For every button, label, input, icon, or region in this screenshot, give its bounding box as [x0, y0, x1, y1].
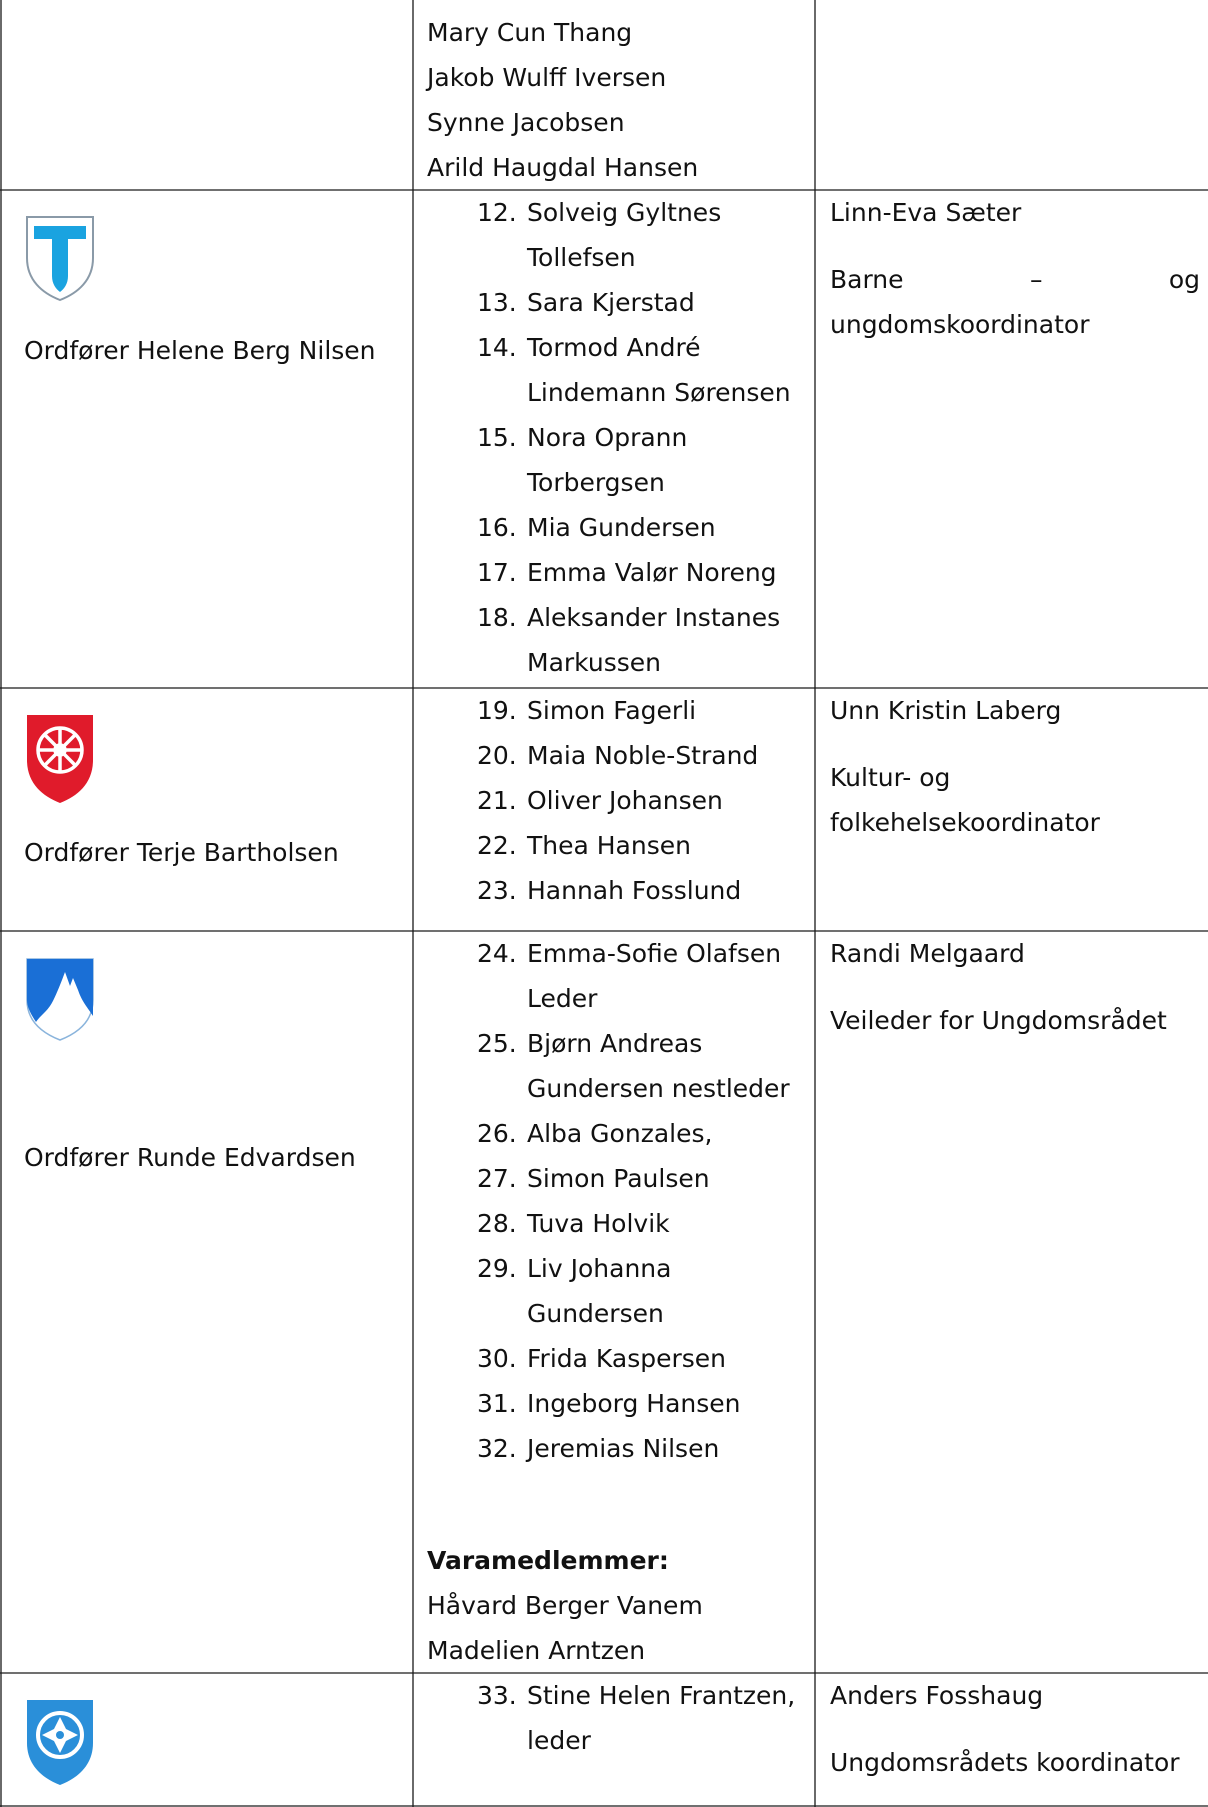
contact-role: Ungdomsrådets koordinator — [830, 1748, 1180, 1777]
contact-role — [830, 257, 1200, 347]
contact-name: Unn Kristin Laberg — [830, 696, 1062, 725]
list-item: 16. Mia Gundersen — [477, 513, 716, 542]
list-item: Gundersen — [527, 1299, 664, 1328]
list-item: Gundersen nestleder — [527, 1074, 790, 1103]
list-item: 23. Hannah Fosslund — [477, 876, 742, 905]
contact-role: Veileder for Ungdomsrådet — [830, 1006, 1167, 1035]
list-item: 25. Bjørn Andreas — [477, 1029, 703, 1058]
contact-name: Anders Fosshaug — [830, 1681, 1044, 1710]
list-item: leder — [527, 1726, 591, 1755]
list-item: 24. Emma-Sofie Olafsen — [477, 939, 782, 968]
member-list — [427, 1673, 795, 1763]
role-word: – — [1029, 265, 1043, 294]
list-item: 27. Simon Paulsen — [477, 1164, 710, 1193]
tau-cross-crest-icon — [24, 214, 96, 302]
contact-name: Linn-Eva Sæter — [830, 198, 1022, 227]
mayor-name: Ordfører Terje Bartholsen — [24, 838, 339, 867]
role-word: og — [1168, 265, 1200, 294]
list-item: 19. Simon Fagerli — [477, 696, 697, 725]
list-item: Leder — [527, 984, 598, 1013]
list-item: 28. Tuva Holvik — [477, 1209, 670, 1238]
member-name: Synne Jacobsen — [427, 108, 625, 137]
mayor-name: Ordfører Helene Berg Nilsen — [24, 336, 376, 365]
list-item: 14. Tormod André — [477, 333, 701, 362]
member-name: Mary Cun Thang — [427, 18, 633, 47]
deputy-name: Håvard Berger Vanem — [427, 1591, 703, 1620]
list-item: 12. Solveig Gyltnes — [477, 198, 722, 227]
role-word: ungdomskoordinator — [830, 310, 1090, 339]
member-name: Arild Haugdal Hansen — [427, 153, 699, 182]
list-item: 20. Maia Noble-Strand — [477, 741, 759, 770]
cross-crest-icon — [24, 1697, 96, 1787]
mountain-crest-icon — [24, 956, 96, 1042]
member-list — [427, 688, 758, 913]
list-item: Markussen — [527, 648, 661, 677]
member-name: Jakob Wulff Iversen — [427, 63, 667, 92]
mayor-name: Ordfører Runde Edvardsen — [24, 1143, 356, 1172]
list-item: 30. Frida Kaspersen — [477, 1344, 726, 1373]
member-list — [427, 931, 790, 1471]
list-item: 33. Stine Helen Frantzen, — [477, 1681, 796, 1710]
wheel-crest-icon — [24, 712, 96, 806]
role-word: Barne — [830, 265, 904, 294]
list-item: 18. Aleksander Instanes — [477, 603, 781, 632]
list-item: 29. Liv Johanna — [477, 1254, 672, 1283]
list-item: 26. Alba Gonzales, — [477, 1119, 713, 1148]
deputy-name: Madelien Arntzen — [427, 1636, 646, 1665]
member-list — [427, 190, 791, 685]
contact-role: folkehelsekoordinator — [830, 808, 1100, 837]
list-item: Torbergsen — [527, 468, 665, 497]
list-item: 22. Thea Hansen — [477, 831, 691, 860]
list-item: 21. Oliver Johansen — [477, 786, 723, 815]
list-item: 17. Emma Valør Noreng — [477, 558, 777, 587]
contact-role: Kultur- og — [830, 763, 951, 792]
contact-name: Randi Melgaard — [830, 939, 1025, 968]
list-item: 32. Jeremias Nilsen — [477, 1434, 720, 1463]
list-item: 15. Nora Oprann — [477, 423, 688, 452]
list-item: 13. Sara Kjerstad — [477, 288, 695, 317]
list-item: 31. Ingeborg Hansen — [477, 1389, 741, 1418]
deputies-heading: Varamedlemmer: — [427, 1546, 669, 1575]
list-item: Lindemann Sørensen — [527, 378, 791, 407]
list-item: Tollefsen — [527, 243, 636, 272]
